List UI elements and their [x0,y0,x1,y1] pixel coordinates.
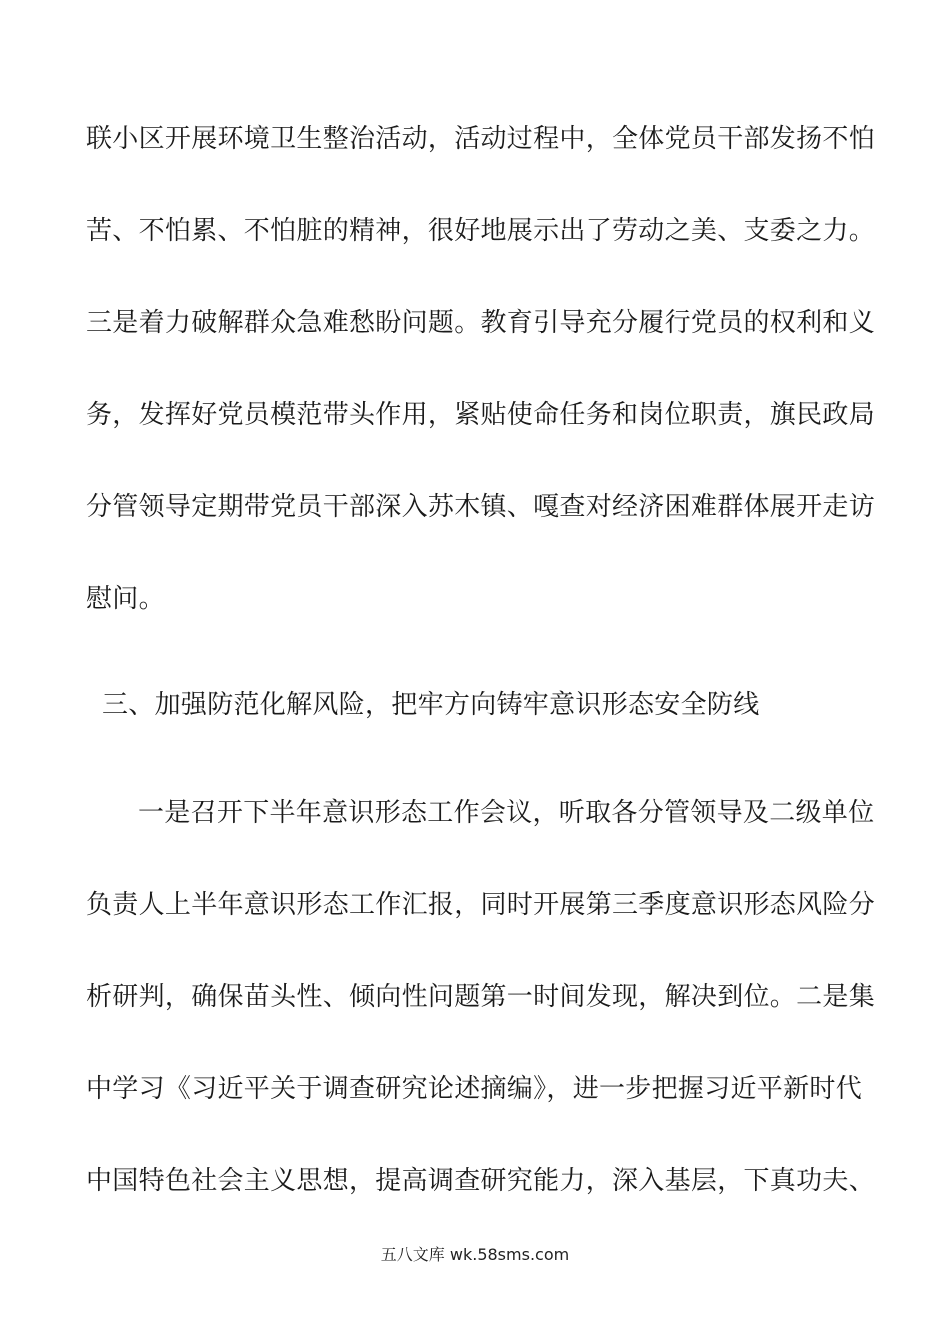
paragraph-line: 慰问。 [86,584,165,614]
footer-watermark: 五八文库 wk.58sms.com [380,1245,570,1264]
paragraph-line: 分管领导定期带党员干部深入苏木镇、嘎查对经济困难群体展开走访 [86,492,876,522]
section-heading: 三、加强防范化解风险，把牢方向铸牢意识形态安全防线 [102,690,760,720]
paragraph-line: 负责人上半年意识形态工作汇报，同时开展第三季度意识形态风险分 [86,890,876,920]
paragraph-line: 中学习《习近平关于调查研究论述摘编》，进一步把握习近平新时代 [86,1074,863,1104]
paragraph-line: 析研判，确保苗头性、倾向性问题第一时间发现，解决到位。二是集 [86,982,876,1012]
paragraph-line: 苦、不怕累、不怕脏的精神，很好地展示出了劳动之美、支委之力。 [86,216,876,246]
paragraph-line: 三是着力破解群众急难愁盼问题。教育引导充分履行党员的权利和义 [86,308,876,338]
paragraph-line: 务，发挥好党员模范带头作用，紧贴使命任务和岗位职责，旗民政局 [86,400,876,430]
paragraph-line: 中国特色社会主义思想，提高调查研究能力，深入基层，下真功夫、 [86,1166,876,1196]
paragraph-line: 一是召开下半年意识形态工作会议，听取各分管领导及二级单位 [138,798,875,828]
paragraph-line: 联小区开展环境卫生整治活动，活动过程中，全体党员干部发扬不怕 [86,124,876,154]
